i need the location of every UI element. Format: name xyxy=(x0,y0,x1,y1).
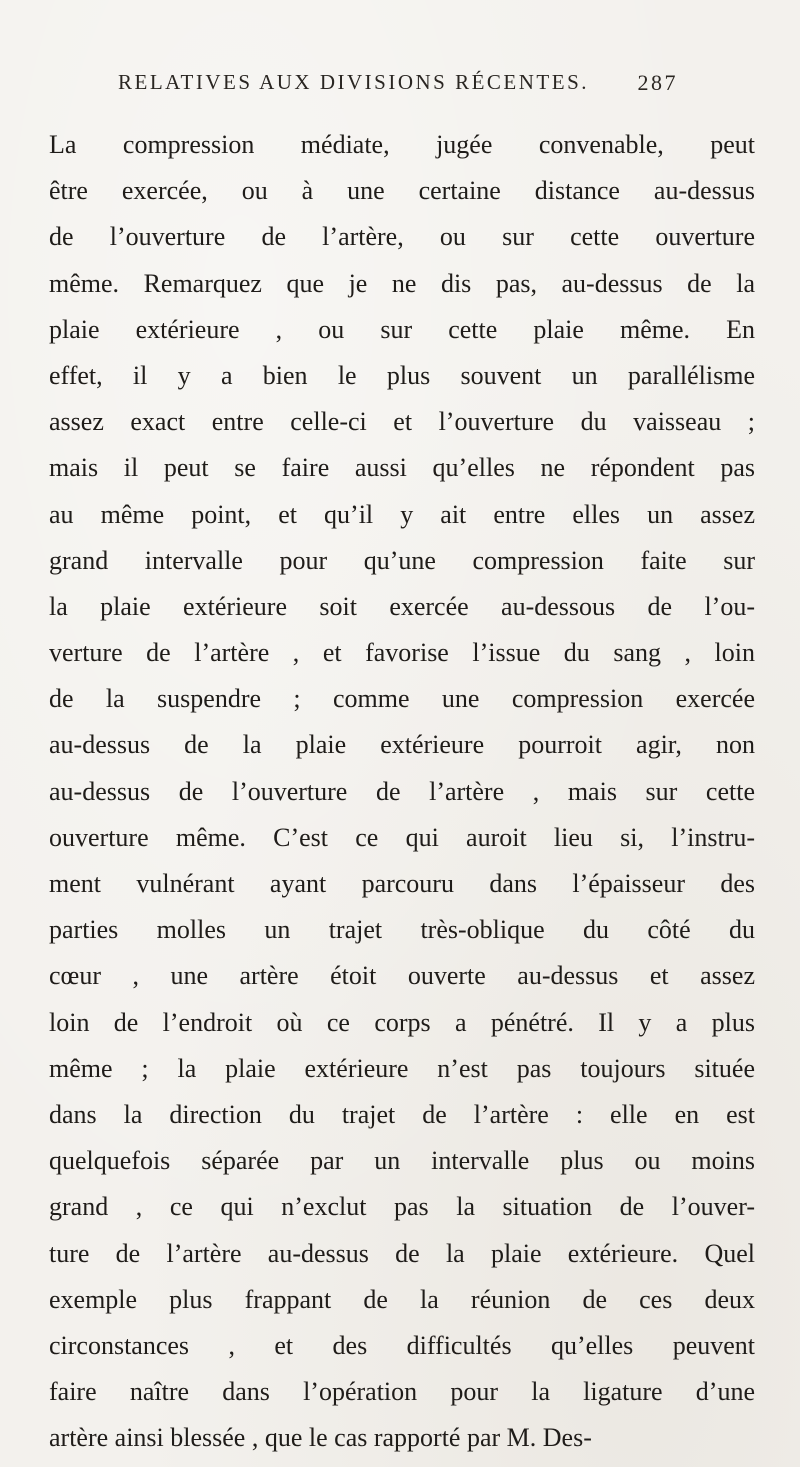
text-line: de la suspendre ; comme une compression exercée xyxy=(49,684,755,714)
body-text xyxy=(49,122,755,1461)
running-head xyxy=(118,70,678,110)
page-number: 287 xyxy=(637,70,678,95)
text-line: plaie extérieure , ou sur cette plaie même. En xyxy=(49,314,755,344)
text-line: même ; la plaie extérieure n’est pas toujours située xyxy=(49,1053,755,1083)
text-line: grand intervalle pour qu’une compression faite sur xyxy=(49,545,755,575)
text-line: ment vulnérant ayant parcouru dans l’épaisseur des xyxy=(49,869,755,898)
text-line: grand , ce qui n’exclut pas la situation de l’ouver- xyxy=(49,1192,755,1222)
text-line: La compression médiate, jugée convenable, peut xyxy=(49,130,755,159)
text-line: même. Remarquez que je ne dis pas, au-dessus de la xyxy=(49,268,755,298)
text-line: de l’ouverture de l’artère, ou sur cette ouverture xyxy=(49,222,755,252)
text-line: loin de l’endroit où ce corps a pénétré. Il y a plus xyxy=(49,1007,755,1037)
text-line: au-dessus de la plaie extérieure pourroit agir, non xyxy=(49,730,755,760)
text-line: parties molles un trajet très-oblique du côté du xyxy=(49,915,755,945)
text-line: verture de l’artère , et favorise l’issue du sang , loin xyxy=(49,638,755,668)
running-title: RELATIVES AUX DIVISIONS RÉCENTES. xyxy=(118,70,589,94)
text-line: exemple plus frappant de la réunion de ces deux xyxy=(49,1284,755,1314)
text-line: être exercée, ou à une certaine distance au-dessus xyxy=(49,176,755,206)
text-line: quelquefois séparée par un intervalle plus ou moins xyxy=(49,1146,755,1176)
text-line: ouverture même. C’est ce qui auroit lieu si, l’instru- xyxy=(49,822,755,852)
text-line: au même point, et qu’il y ait entre elles un assez xyxy=(49,499,755,529)
text-line: circonstances , et des difficultés qu’elles peuvent xyxy=(49,1330,755,1360)
text-line: artère ainsi blessée , que le cas rapporté par M. Des- xyxy=(49,1423,592,1453)
text-line: mais il peut se faire aussi qu’elles ne répondent pas xyxy=(49,453,755,483)
text-line: ture de l’artère au-dessus de la plaie extérieure. Quel xyxy=(49,1238,755,1268)
text-line: assez exact entre celle-ci et l’ouverture du vaisseau ; xyxy=(49,407,755,437)
text-line: cœur , une artère étoit ouverte au-dessus et assez xyxy=(49,961,755,991)
text-line: au-dessus de l’ouverture de l’artère , mais sur cette xyxy=(49,776,755,806)
text-line: effet, il y a bien le plus souvent un parallélisme xyxy=(49,360,755,390)
text-line: faire naître dans l’opération pour la ligature d’une xyxy=(49,1377,755,1407)
text-line: dans la direction du trajet de l’artère : elle en est xyxy=(49,1099,755,1129)
text-line: la plaie extérieure soit exercée au-dessous de l’ou- xyxy=(49,591,755,621)
